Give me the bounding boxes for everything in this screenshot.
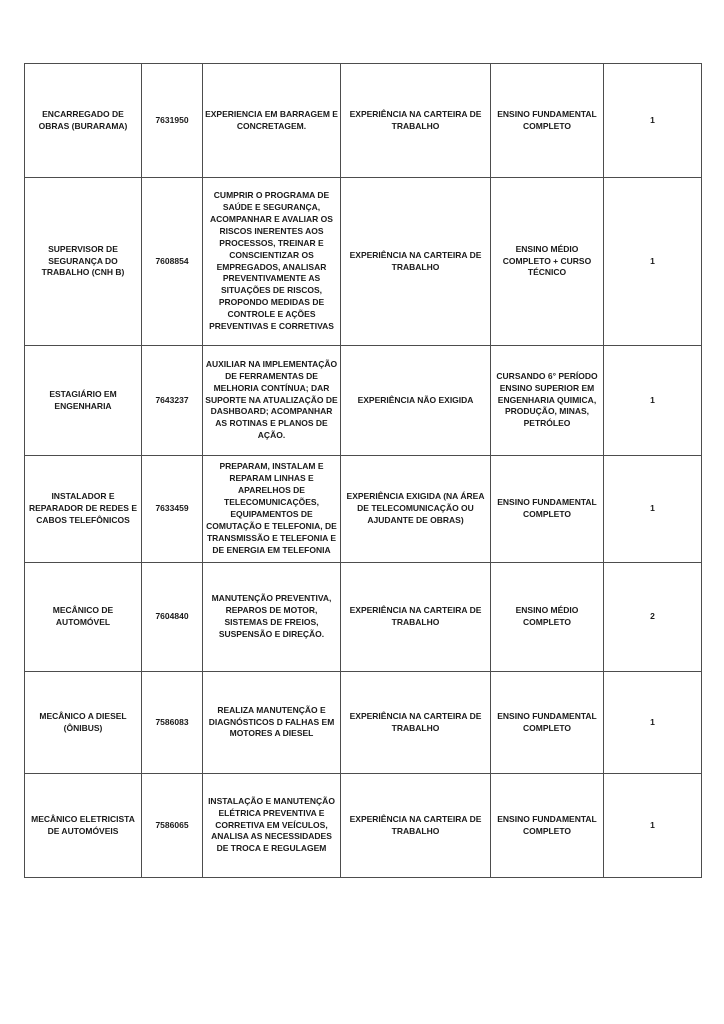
cell-job-code: 7633459 [142,456,203,563]
cell-job-title: MECÂNICO A DIESEL (ÔNIBUS) [25,672,142,774]
cell-experience: EXPERIÊNCIA NÃO EXIGIDA [341,346,491,456]
cell-vacancy-count: 1 [604,774,702,878]
table-row [25,64,702,178]
cell-vacancy-count: 1 [604,672,702,774]
cell-vacancy-count: 2 [604,563,702,672]
table-row [25,563,702,672]
cell-job-title: SUPERVISOR DE SEGURANÇA DO TRABALHO (CNH B) [25,178,142,346]
cell-vacancy-count: 1 [604,64,702,178]
cell-experience: EXPERIÊNCIA NA CARTEIRA DE TRABALHO [341,774,491,878]
cell-experience: EXPERIÊNCIA NA CARTEIRA DE TRABALHO [341,64,491,178]
table-row [25,672,702,774]
cell-job-description: REALIZA MANUTENÇÃO E DIAGNÓSTICOS D FALHAS EM MOTORES A DIESEL [203,672,341,774]
cell-experience: EXPERIÊNCIA NA CARTEIRA DE TRABALHO [341,563,491,672]
vacancies-table [24,63,702,878]
cell-vacancy-count: 1 [604,456,702,563]
cell-job-description: PREPARAM, INSTALAM E REPARAM LINHAS E APARELHOS DE TELECOMUNICAÇÕES, EQUIPAMENTOS DE COMUTAÇÃO E TELEFONIA, DE TRANSMISSÃO E TELEFONIA E DE ENERGIA EM TELEFONIA [203,456,341,563]
cell-job-code: 7586065 [142,774,203,878]
table-row [25,178,702,346]
cell-job-code: 7604840 [142,563,203,672]
cell-experience: EXPERIÊNCIA NA CARTEIRA DE TRABALHO [341,672,491,774]
cell-education: ENSINO MÉDIO COMPLETO [491,563,604,672]
cell-job-title: MECÂNICO ELETRICISTA DE AUTOMÓVEIS [25,774,142,878]
cell-job-code: 7631950 [142,64,203,178]
cell-education: ENSINO FUNDAMENTAL COMPLETO [491,672,604,774]
cell-job-title: INSTALADOR E REPARADOR DE REDES E CABOS TELEFÔNICOS [25,456,142,563]
table-row [25,456,702,563]
cell-job-title: ESTAGIÁRIO EM ENGENHARIA [25,346,142,456]
cell-job-code: 7643237 [142,346,203,456]
cell-vacancy-count: 1 [604,346,702,456]
table-row [25,346,702,456]
cell-education: ENSINO FUNDAMENTAL COMPLETO [491,774,604,878]
table-row [25,774,702,878]
cell-job-title: ENCARREGADO DE OBRAS (BURARAMA) [25,64,142,178]
cell-education: CURSANDO 6° PERÍODO ENSINO SUPERIOR EM ENGENHARIA QUIMICA, PRODUÇÃO, MINAS, PETRÓLEO [491,346,604,456]
cell-job-code: 7608854 [142,178,203,346]
cell-job-description: CUMPRIR O PROGRAMA DE SAÚDE E SEGURANÇA, ACOMPANHAR E AVALIAR OS RISCOS INERENTES AOS PROCESSOS, TREINAR E CONSCIENTIZAR OS EMPREGADOS, ANALISAR PREVENTIVAMENTE AS SITUAÇÕES DE RISCOS, PROPONDO MEDIDAS DE CONTROLE E AÇÕES PREVENTIVAS E CORRETIVAS [203,178,341,346]
cell-job-code: 7586083 [142,672,203,774]
cell-job-description: MANUTENÇÃO PREVENTIVA, REPAROS DE MOTOR, SISTEMAS DE FREIOS, SUSPENSÃO E DIREÇÃO. [203,563,341,672]
cell-vacancy-count: 1 [604,178,702,346]
cell-experience: EXPERIÊNCIA NA CARTEIRA DE TRABALHO [341,178,491,346]
cell-education: ENSINO MÉDIO COMPLETO + CURSO TÉCNICO [491,178,604,346]
cell-education: ENSINO FUNDAMENTAL COMPLETO [491,64,604,178]
cell-job-description: EXPERIENCIA EM BARRAGEM E CONCRETAGEM. [203,64,341,178]
cell-education: ENSINO FUNDAMENTAL COMPLETO [491,456,604,563]
cell-experience: EXPERIÊNCIA EXIGIDA (NA ÁREA DE TELECOMUNICAÇÃO OU AJUDANTE DE OBRAS) [341,456,491,563]
cell-job-description: INSTALAÇÃO E MANUTENÇÃO ELÉTRICA PREVENTIVA E CORRETIVA EM VEÍCULOS, ANALISA AS NECESSIDADES DE TROCA E REGULAGEM [203,774,341,878]
cell-job-description: AUXILIAR NA IMPLEMENTAÇÃO DE FERRAMENTAS DE MELHORIA CONTÍNUA; DAR SUPORTE NA ATUALIZAÇÃO DE DASHBOARD; ACOMPANHAR AS ROTINAS E PLANOS DE AÇÃO. [203,346,341,456]
cell-job-title: MECÂNICO DE AUTOMÓVEL [25,563,142,672]
